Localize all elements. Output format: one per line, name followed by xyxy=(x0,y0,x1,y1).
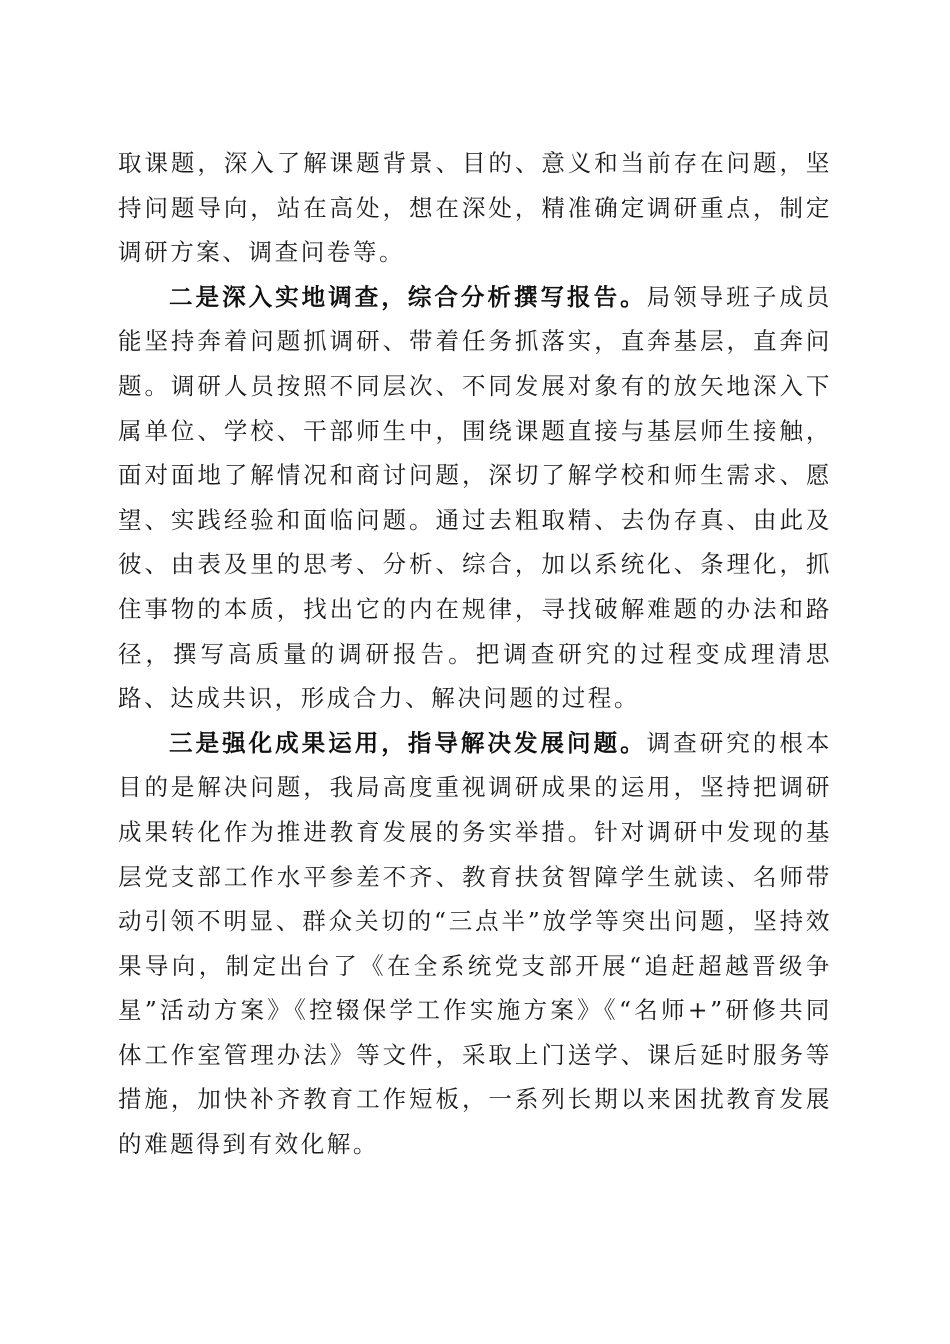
paragraph-lead: 二是深入实地调查，综合分析撰写报告。 xyxy=(169,282,647,311)
document-body xyxy=(118,141,832,1167)
paragraph-text: 调查研究的根本目的是解决问题，我局高度重视调研成果的运用，坚持把调研成果转化作为推进教育发展的务实举措。针对调研中发现的基层党支部工作水平参差不齐、教育扶贫智障学生就读、名师带动引领不明显、群众关切的“三点半”放学等突出问题，坚持效果导向，制定出台了《在全系统党支部开展“追赶超越晋级争星”活动方案》《控辍保学工作实施方案》《“名师+”研修共同体工作室管理办法》等文件，采取上门送学、课后延时服务等措施，加快补齐教育工作短板，一系列长期以来困扰教育发展的难题得到有效化解。 xyxy=(118,728,832,1159)
paragraph-text: 局领导班子成员能坚持奔着问题抓调研、带着任务抓落实，直奔基层，直奔问题。调研人员按照不同层次、不同发展对象有的放矢地深入下属单位、学校、干部师生中，围绕课题直接与基层师生接触，面对面地了解情况和商讨问题，深切了解学校和师生需求、愿望、实践经验和面临问题。通过去粗取精、去伪存真、由此及彼、由表及里的思考、分析、综合，加以系统化、条理化，抓住事物的本质，找出它的内在规律，寻找破解难题的办法和路径，撰写高质量的调研报告。把调查研究的过程变成理清思路、达成共识，形成合力、解决问题的过程。 xyxy=(118,282,832,713)
paragraph-results-application xyxy=(118,721,832,1167)
paragraph-continuation xyxy=(118,141,832,275)
paragraph-text: 取课题，深入了解课题背景、目的、意义和当前存在问题，坚持问题导向，站在高处，想在深处，精准确定调研重点，制定调研方案、调查问卷等。 xyxy=(118,149,832,267)
paragraph-field-investigation xyxy=(118,275,832,721)
paragraph-lead: 三是强化成果运用，指导解决发展问题。 xyxy=(169,728,647,757)
